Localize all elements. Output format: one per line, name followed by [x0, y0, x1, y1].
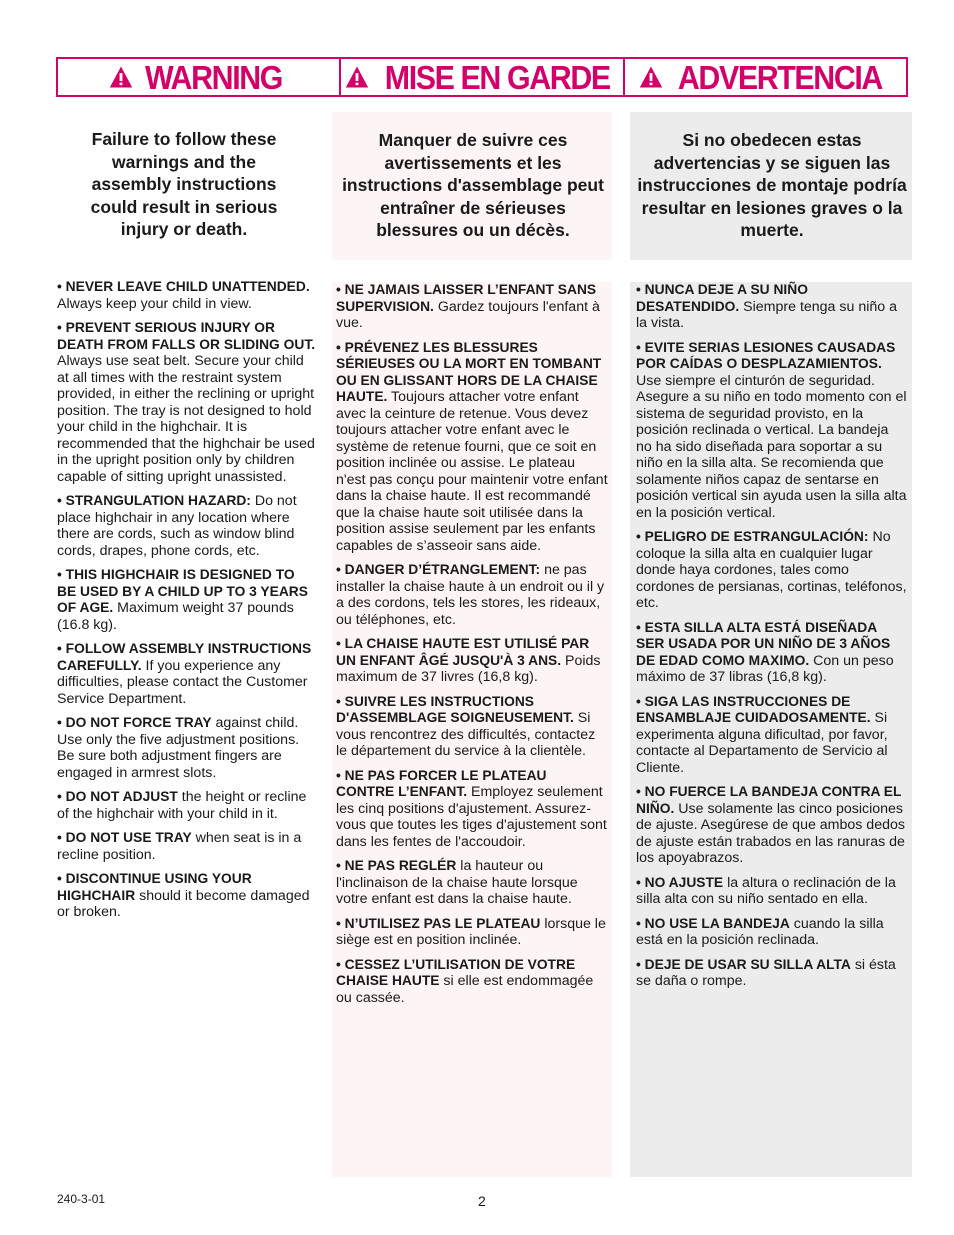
banner-label: MISE EN GARDE — [384, 58, 610, 96]
list-item — [636, 694, 908, 777]
item-heading: • NE PAS REGLÉR — [336, 858, 457, 873]
item-text: Use siempre el cinturón de seguridad. Asegure a su niño en todo momento con el sistema de seguridad provisto, en la posición reclinada o vertical. La bandeja no ha sido diseñada para soportar a su niño en la silla alta. Se recomienda que solamente niños capaz de sentarse en posición vertical sin ayuda usen la silla alta en la posición vertical. — [636, 372, 907, 521]
item-heading: • PELIGRO DE ESTRANGULACIÓN: — [636, 529, 869, 544]
english-intro: Failure to follow these warnings and the assembly instructions could result in serious injury or death. — [90, 129, 278, 240]
item-text: cuando la silla está en la posición reclinada. — [636, 915, 884, 948]
item-text: against child. Use only the five adjustment positions. Be sure both adjustment fingers are engaged in armrest slots. — [57, 715, 300, 781]
item-heading: • NO AJUSTE — [636, 874, 724, 890]
item-text: No coloque la silla alta en cualquier lugar donde haya cordones, tales como cordones de persianas, cortinas, teléfonos, etc. — [636, 529, 907, 611]
list-item — [57, 320, 317, 485]
french-intro: Manquer de suivre ces avertissements et les instructions d'assemblage peut entraîner de sérieuses blessures ou un décès. — [342, 130, 604, 241]
list-item — [336, 957, 608, 1007]
warning-triangle-icon — [109, 65, 133, 89]
item-heading: • NUNCA DEJE A SU NIÑO DESATENDIDO. — [636, 282, 808, 314]
list-item — [636, 620, 908, 686]
item-heading: • NE JAMAIS LAISSER L’ENFANT SANS SUPERVISION. — [336, 282, 597, 314]
item-heading: • NO FUERCE LA BANDEJA CONTRA EL NIÑO. — [636, 784, 902, 816]
list-item — [57, 567, 317, 633]
list-item — [636, 875, 908, 908]
item-text: ne pas installer la chaise haute à un endroit ou il y a des cordons, tels les stores, les rideaux, ou téléphones, etc. — [336, 562, 605, 628]
item-heading: • DO NOT ADJUST — [57, 789, 178, 804]
item-heading: • CESSEZ L’UTILISATION DE VOTRE CHAISE HAUTE — [336, 956, 576, 988]
list-item — [57, 789, 317, 822]
item-text: Do not place highchair in any location where there are cords, such as window blind cords, drapes, phone cords, etc. — [57, 493, 297, 559]
item-text: should it become damaged or broken. — [57, 887, 310, 920]
item-heading: • THIS HIGHCHAIR IS DESIGNED TO BE USED BY A CHILD UP TO 3 YEARS OF AGE. — [57, 567, 308, 615]
item-text: si ésta se daña o rompe. — [636, 956, 896, 989]
item-text: Con un peso máximo de 37 libras (16,8 kg). — [636, 652, 894, 685]
item-heading: • STRANGULATION HAZARD: — [57, 493, 251, 508]
item-heading: • NO USE LA BANDEJA — [636, 915, 790, 931]
item-text: Always keep your child in view. — [57, 295, 252, 312]
warning-triangle-icon — [639, 65, 663, 89]
list-item — [57, 493, 317, 559]
banner-warning-en — [58, 59, 341, 95]
item-heading: • NE PAS FORCER LE PLATEAU CONTRE L’ENFANT. — [336, 767, 547, 799]
list-item — [336, 916, 608, 949]
item-heading: • ESTA SILLA ALTA ESTÁ DISEÑADA SER USADA POR UN NIÑO DE 3 AÑOS DE EDAD COMO MAXIMO. — [636, 619, 891, 668]
banner-label: ADVERTENCIA — [678, 58, 883, 96]
item-heading: • DO NOT FORCE TRAY — [57, 715, 212, 730]
item-text: Poids maximum de 37 livres (16,8 kg). — [336, 652, 601, 685]
page-number: 2 — [478, 1193, 486, 1209]
item-text: the height or recline of the highchair with your child in it. — [57, 789, 307, 822]
list-item — [636, 529, 908, 612]
list-item — [636, 957, 908, 990]
list-item — [57, 279, 317, 312]
item-text: Maximum weight 37 pounds (16.8 kg). — [57, 600, 294, 633]
french-warning-list — [336, 282, 608, 1014]
item-heading: • SIGA LAS INSTRUCCIONES DE ENSAMBLAJE CUIDADOSAMENTE. — [636, 693, 871, 725]
item-text: Toujours attacher votre enfant avec la ceinture de retenue. Vous devez toujours attacher votre enfant avec le système de retenue fourni, que ce soit en position inclinée ou assise. Le plateau n'est pas conçu pour maintenir votre enfant dans la chaise haute. Il est recommandé que la chaise haute soit utilisée dans la position assise seulement par les enfants capables de s’asseoir sans aide. — [336, 389, 608, 554]
item-text: when seat is in a recline position. — [57, 830, 302, 863]
item-text: Always use seat belt. Secure your child at all times with the restraint system provided, in either the reclining or upright position. The tray is not designed to hold your child in the highchair. It is recommended that the highchair be used in the upright position only by children capable of sitting upright unassisted. — [57, 353, 315, 485]
spanish-intro: Si no obedecen estas advertencias y se siguen las instrucciones de montaje podría resultar en lesiones graves o la muerte. — [637, 130, 907, 241]
item-text: lorsque le siège est en position inclinée. — [336, 915, 606, 948]
document-code: 240-3-01 — [57, 1192, 106, 1206]
item-text: si elle est endommagée ou cassée. — [336, 973, 594, 1006]
item-text: la altura o reclinación de la silla alta con su niño sentado en ella. — [636, 874, 896, 907]
banner-warning-fr — [341, 59, 624, 95]
list-item — [636, 916, 908, 949]
warning-banner — [56, 57, 908, 97]
item-text: Siempre tenga su niño a la vista. — [636, 298, 897, 331]
item-heading: • LA CHAISE HAUTE EST UTILISÉ PAR UN ENFANT ÂGÉ JUSQU'À 3 ANS. — [336, 636, 590, 668]
list-item — [336, 282, 608, 332]
item-heading: • EVITE SERIAS LESIONES CAUSADAS POR CAÍDAS O DESPLAZAMIENTOS. — [636, 339, 896, 371]
list-item — [336, 340, 608, 555]
item-text: Si experimenta alguna dificultad, por favor, contacte al Departamento de Servicio al Cliente. — [636, 710, 888, 776]
list-item — [336, 768, 608, 851]
item-heading: • DO NOT USE TRAY — [57, 830, 192, 845]
list-item — [336, 562, 608, 628]
item-heading: • N’UTILISEZ PAS LE PLATEAU — [336, 915, 541, 931]
item-heading: • PRÉVENEZ LES BLESSURES SÉRIEUSES OU LA MORT EN TOMBANT OU EN GLISSANT HORS DE LA CHAISE HAUTE. — [336, 339, 602, 404]
list-item — [57, 830, 317, 863]
item-heading: • DISCONTINUE USING YOUR HIGHCHAIR — [57, 871, 252, 903]
list-item — [636, 784, 908, 867]
item-heading: • PREVENT SERIOUS INJURY OR DEATH FROM FALLS OR SLIDING OUT. — [57, 320, 316, 352]
item-text: Si vous rencontrez des difficultés, contactez le département du service à la clientèle. — [336, 710, 596, 759]
item-text: la hauteur ou l'inclinaison de la chaise haute lorsque votre enfant est dans la chaise haute. — [336, 858, 578, 907]
banner-warning-es — [625, 59, 906, 95]
item-heading: • NEVER LEAVE CHILD UNATTENDED. — [57, 279, 310, 294]
list-item — [336, 636, 608, 686]
item-text: Use solamente las cinco posiciones de ajuste. Asegúrese de que ambos dedos de ajuste están trabados en las ranuras de los apoyabrazos. — [636, 800, 905, 866]
item-text: Gardez toujours l'enfant à vue. — [336, 298, 600, 331]
list-item — [57, 871, 317, 921]
list-item — [636, 340, 908, 522]
item-text: Employez seulement les cinq positions d'ajustement. Assurez-vous que toutes les tiges d'ajustement sont dans les fentes de l'accoudoir. — [336, 784, 607, 850]
list-item — [336, 858, 608, 908]
spanish-warning-list — [636, 282, 908, 998]
item-heading: • DANGER D’ÉTRANGLEMENT: — [336, 562, 541, 577]
banner-label: WARNING — [145, 58, 283, 96]
warning-triangle-icon — [345, 65, 369, 89]
english-warning-list — [57, 279, 317, 929]
list-item — [57, 641, 317, 707]
list-item — [636, 282, 908, 332]
item-heading: • SUIVRE LES INSTRUCTIONS D'ASSEMBLAGE SOIGNEUSEMENT. — [336, 693, 574, 725]
item-heading: • FOLLOW ASSEMBLY INSTRUCTIONS CAREFULLY. — [57, 641, 312, 673]
item-heading: • DEJE DE USAR SU SILLA ALTA — [636, 956, 851, 972]
list-item — [336, 694, 608, 760]
list-item — [57, 715, 317, 781]
item-text: If you experience any difficulties, please contact the Customer Service Department. — [57, 657, 308, 707]
